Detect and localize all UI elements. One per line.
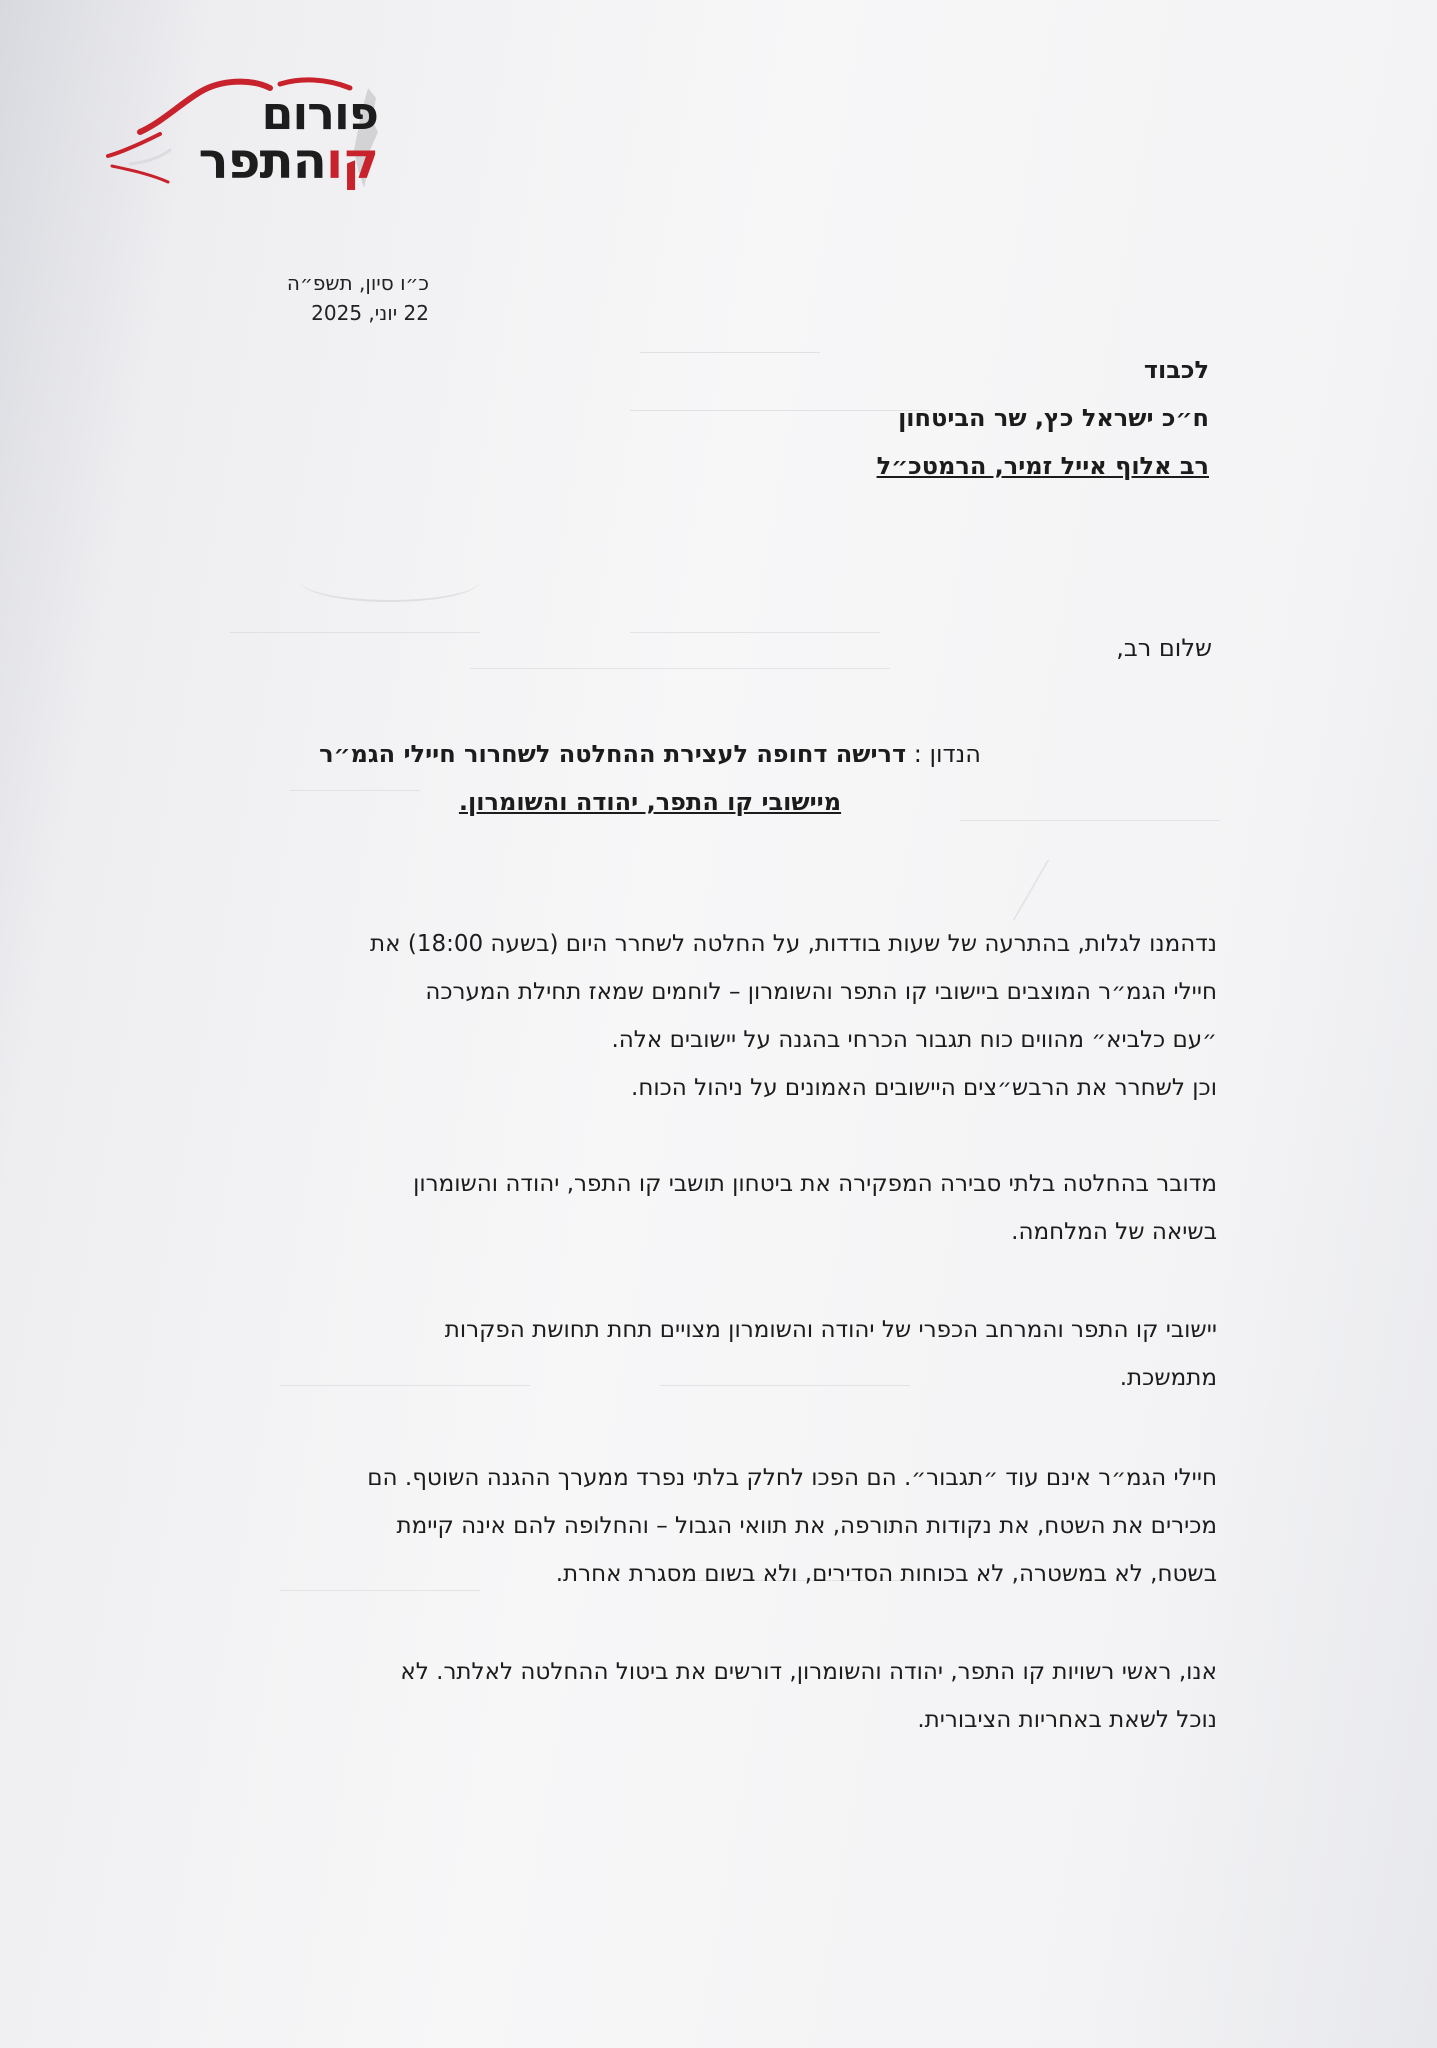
subject-prefix: הנדון : bbox=[913, 740, 981, 768]
paragraph-line: בשטח, לא במשטרה, לא בכוחות הסדירים, ולא בשום מסגרת אחרת. bbox=[555, 1561, 1217, 1587]
subject-line-1 bbox=[200, 730, 1100, 778]
paragraph-line: אנו, ראשי רשויות קו התפר, יהודה והשומרון, דורשים את ביטול ההחלטה לאלתר. לא bbox=[400, 1659, 1217, 1685]
logo-text-seam-line bbox=[198, 132, 378, 190]
greeting: שלום רב, bbox=[1116, 634, 1212, 662]
logo-text-forum: פורום bbox=[261, 86, 378, 140]
paragraph-line: יישובי קו התפר והמרחב הכפרי של יהודה והשומרון מצויים תחת תחושת הפקרות bbox=[444, 1317, 1217, 1343]
addressee-block bbox=[877, 346, 1209, 490]
organization-logo bbox=[100, 70, 390, 200]
subject-title: דרישה דחופה לעצירת ההחלטה לשחרור חיילי הגמ״ר bbox=[319, 740, 907, 768]
paragraph-1 bbox=[217, 920, 1217, 1112]
paragraph-3 bbox=[217, 1306, 1217, 1402]
paragraph-line: מתמשכת. bbox=[1119, 1365, 1217, 1391]
gregorian-date: 22 יוני, 2025 bbox=[311, 301, 429, 325]
paragraph-line: ״עם כלביא״ מהווים כוח תגבור הכרחי בהגנה על יישובים אלה. bbox=[611, 1027, 1217, 1053]
addressee-chief-of-staff: רב אלוף אייל זמיר, הרמטכ״ל bbox=[876, 452, 1209, 480]
paragraph-2 bbox=[217, 1160, 1217, 1256]
paragraph-line: בשיאה של המלחמה. bbox=[1011, 1219, 1217, 1245]
addressee-to: לכבוד bbox=[1143, 356, 1209, 384]
logo-text-hatefer: התפר bbox=[198, 132, 327, 190]
paragraph-line: נדהמנו לגלות, בהתרעה של שעות בודדות, על החלטה לשחרר היום (בשעה 18:00) את bbox=[370, 931, 1217, 957]
paragraph-line: נוכל לשאת באחריות הציבורית. bbox=[917, 1707, 1217, 1733]
logo-text-kav: קו bbox=[326, 132, 378, 190]
paragraph-4 bbox=[217, 1454, 1217, 1598]
paragraph-line: וכן לשחרר את הרבש״צים היישובים האמונים על ניהול הכוח. bbox=[631, 1075, 1217, 1101]
paragraph-5 bbox=[217, 1648, 1217, 1744]
paragraph-line: מכירים את השטח, את נקודות התורפה, את תוואי הגבול – והחלופה להם אינה קיימת bbox=[396, 1513, 1217, 1539]
hebrew-date: כ״ו סיון, תשפ״ה bbox=[286, 271, 429, 295]
addressee-defense-minister: ח״כ ישראל כץ, שר הביטחון bbox=[898, 404, 1209, 432]
paragraph-line: חיילי הגמ״ר אינם עוד ״תגבור״. הם הפכו לחלק בלתי נפרד ממערך ההגנה השוטף. הם bbox=[367, 1465, 1217, 1491]
subject-line-2: מיישובי קו התפר, יהודה והשומרון. bbox=[458, 788, 842, 816]
letter-date bbox=[287, 268, 429, 328]
paragraph-line: חיילי הגמ״ר המוצבים ביישובי קו התפר והשומרון – לוחמים שמאז תחילת המערכה bbox=[425, 979, 1217, 1005]
subject-block bbox=[200, 730, 1100, 826]
paragraph-line: מדובר בהחלטה בלתי סבירה המפקירה את ביטחון תושבי קו התפר, יהודה והשומרון bbox=[413, 1171, 1217, 1197]
